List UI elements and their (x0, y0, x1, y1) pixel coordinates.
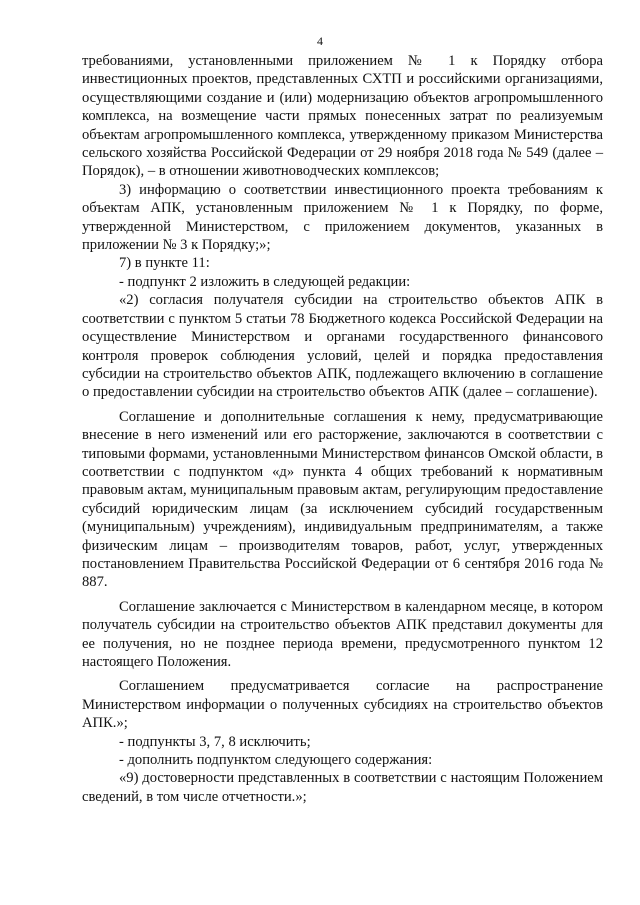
document-body (82, 52, 603, 806)
paragraph-item-3: 3) информацию о соответствии инвестиционного проекта требованиям к объектам АПК, установленным приложением № 1 к Порядку, по форме, утвержденной Министерством, с приложением документов, указанных в приложении № 3 к Порядку;»; (82, 181, 603, 254)
paragraph-agreement-forms: Соглашение и дополнительные соглашения к нему, предусматривающие внесение в него изменений или его расторжение, заключаются в соответствии с типовыми формами, установленными Министерством финансов Омской области, в соответствии с подпунктом «д» пункта 4 общих требований к нормативным правовым актам, муниципальным правовым актам, регулирующим предоставление субсидий юридическим лицам (за исключением субсидий государственным (муниципальным) учреждениям), индивидуальным предпринимателям, а также физическим лицам – производителям товаров, работ, услуг, утвержденных постановлением Правительства Российской Федерации от 6 сентября 2016 года № 887. (82, 408, 603, 591)
paragraph-agreement-timing: Соглашение заключается с Министерством в календарном месяце, в котором получатель субсидии на строительство объектов АПК представил документы для ее получения, но не позднее периода времени, предусмотренного пунктом 12 настоящего Положения. (82, 598, 603, 670)
paragraph-point-7: 7) в пункте 11: (119, 255, 210, 272)
paragraph-add-subpoint: - дополнить подпунктом следующего содержания: (119, 752, 433, 769)
page-number: 4 (317, 34, 323, 48)
paragraph-agreement-consent: Соглашением предусматривается согласие на распространение Министерством информации о полученных субсидиях на строительство объектов АПК.»; (82, 678, 603, 732)
paragraph-subpoint-2: «2) согласия получателя субсидии на строительство объектов АПК в соответствии с пунктом 5 статьи 78 Бюджетного кодекса Российской Федерации на осуществление Министерством и органами государственного финансового контроля проверок соблюдения условий, целей и порядка предоставления субсидии на строительство объектов АПК, подлежащего включению в соглашение о предоставлении субсидии на строительство объектов АПК (далее – соглашение). (82, 292, 603, 401)
paragraph-exclude-subpoints: - подпункты 3, 7, 8 исключить; (119, 733, 311, 750)
paragraph-continuation: требованиями, установленными приложением № 1 к Порядку отбора инвестиционных проектов, представленных СХТП и российскими организациями, осуществляющими создание и (или) модернизацию объектов агропромышленного комплекса, на возмещение части прямых понесенных затрат по реализуемым объектам агропромышленного комплекса, утвержденному приказом Министерства сельского хозяйства Российской Федерации от 29 ноября 2018 года № 549 (далее – Порядок), – в отношении животноводческих комплексов; (82, 53, 603, 180)
paragraph-subpoint-2-intro: - подпункт 2 изложить в следующей редакции: (119, 273, 411, 290)
paragraph-subpoint-9: «9) достоверности представленных в соответствии с настоящим Положением сведений, в том числе отчетности.»; (82, 770, 603, 805)
